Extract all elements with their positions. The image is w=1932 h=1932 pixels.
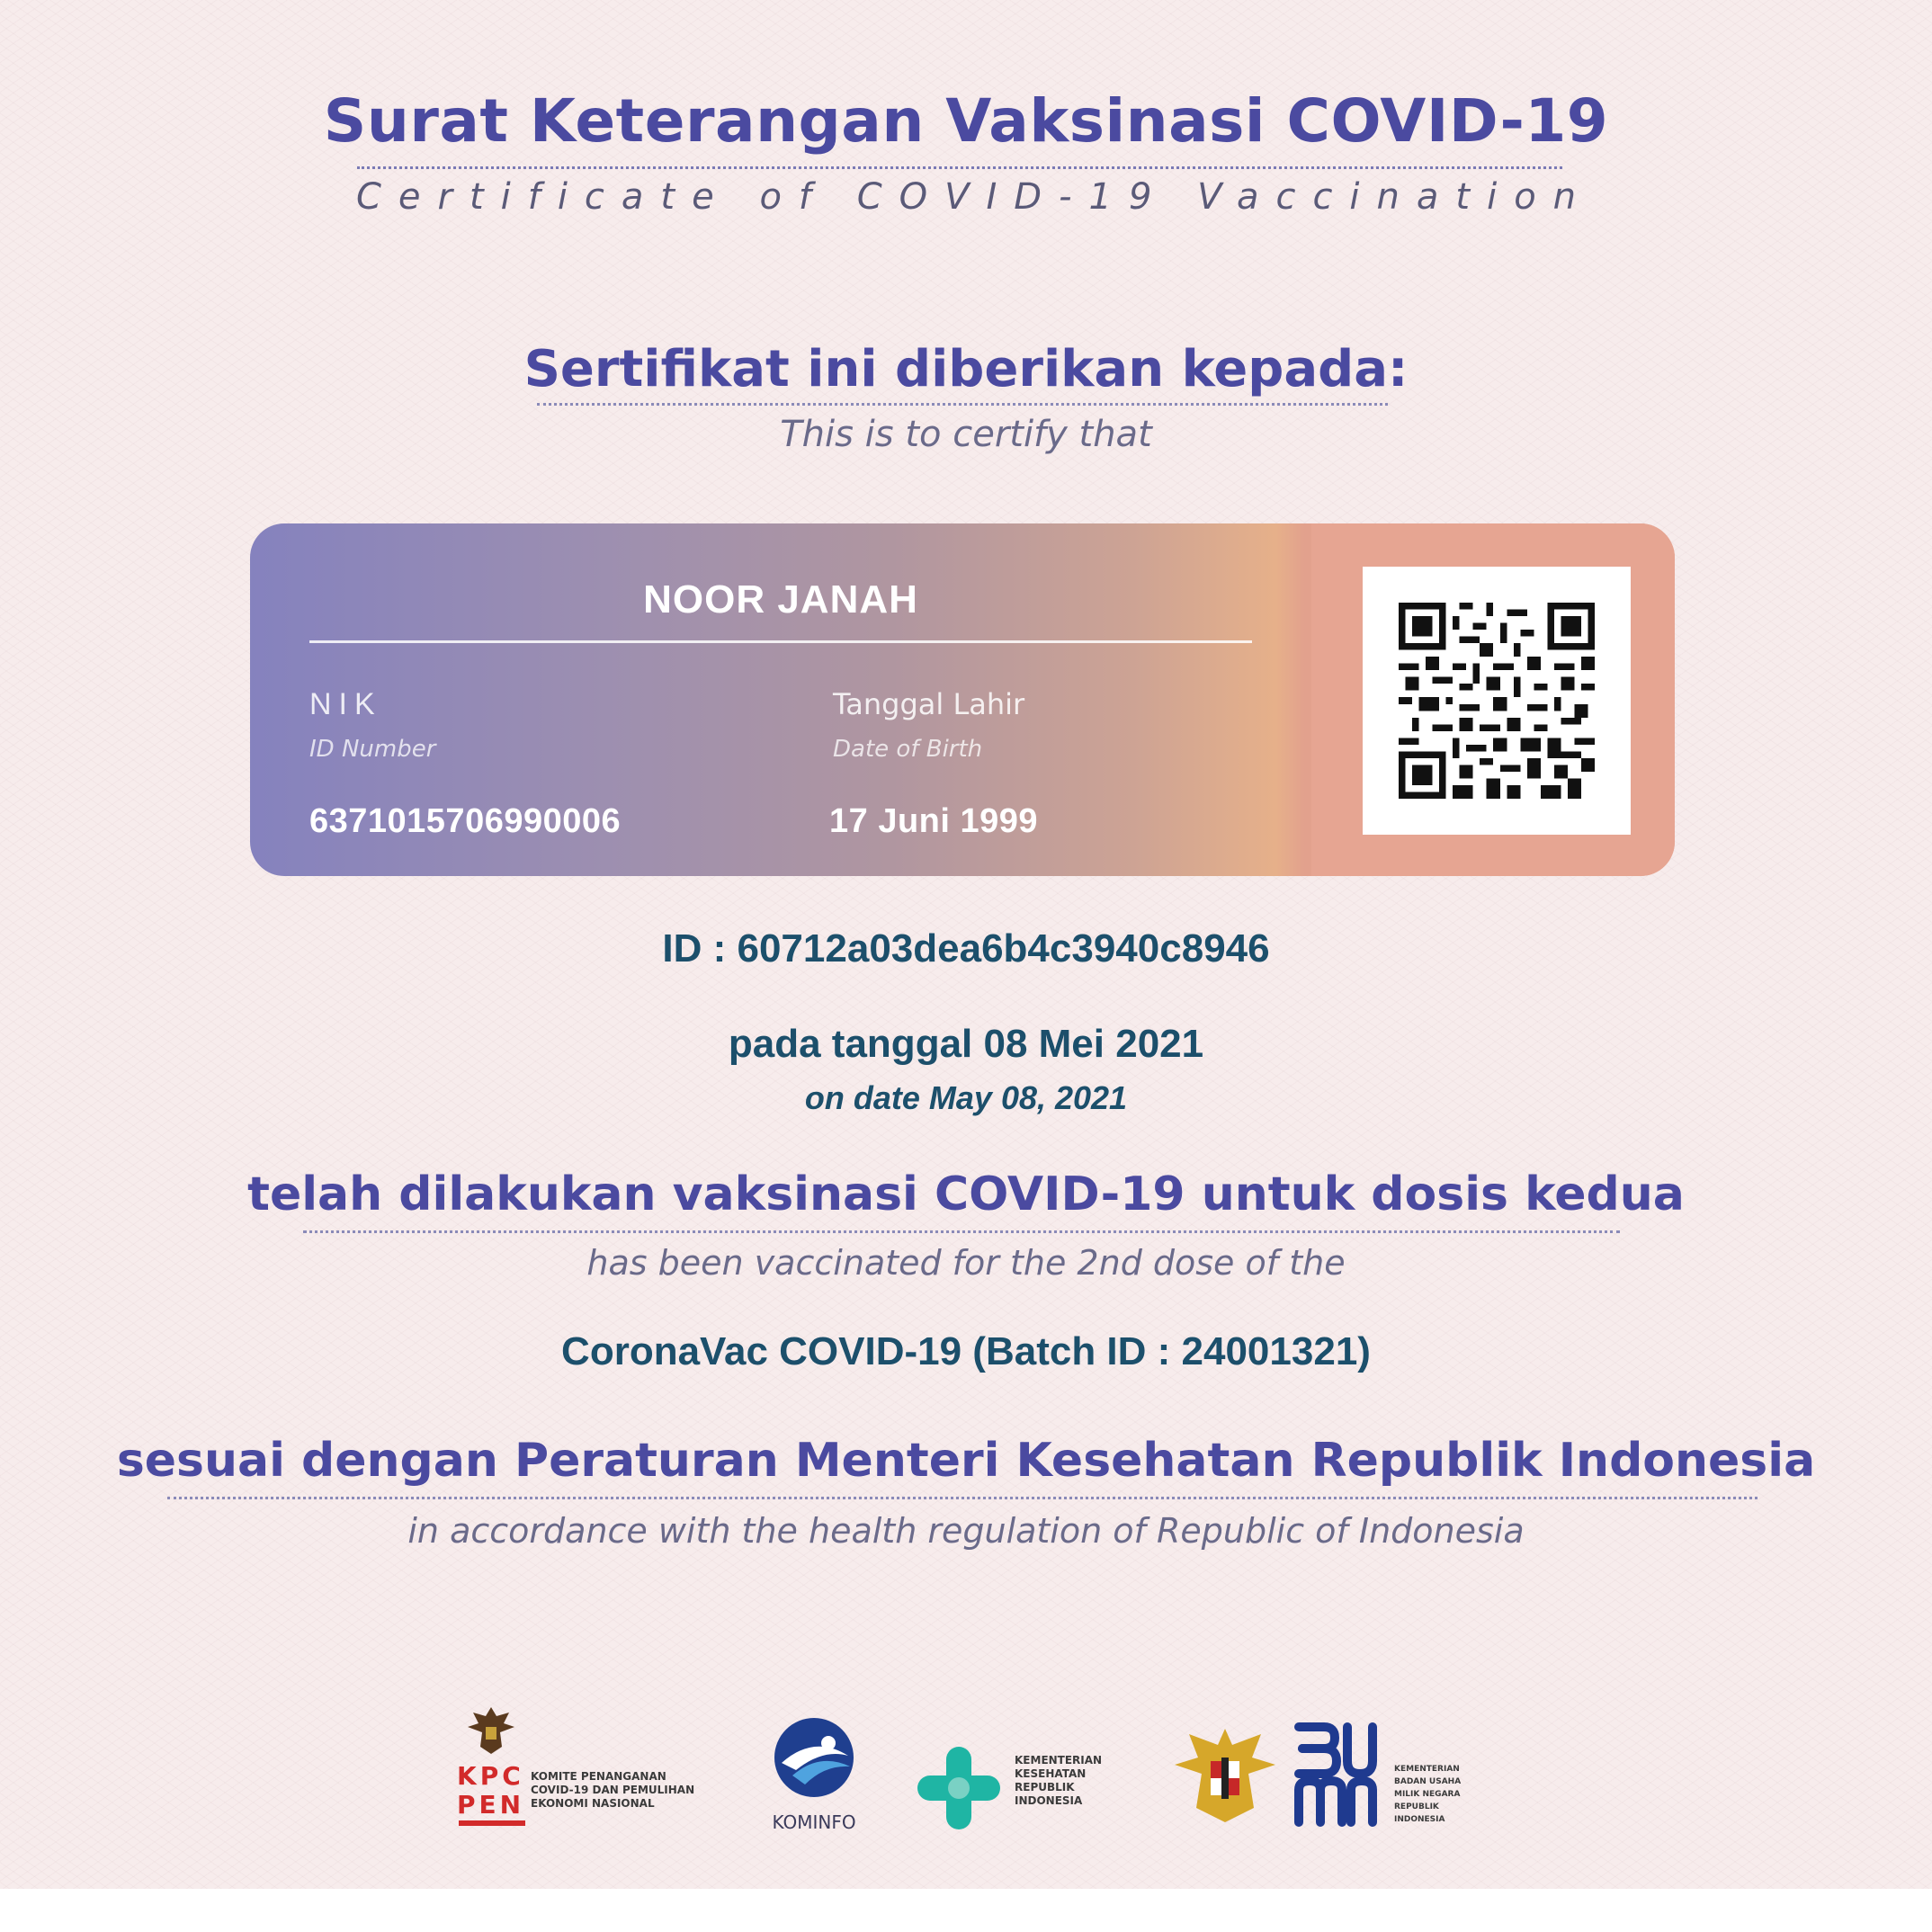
certificate-id: ID : 60712a03dea6b4c3940c8946 bbox=[662, 926, 1270, 970]
bumn-logo bbox=[1293, 1722, 1473, 1829]
vaccination-date-local: pada tanggal 08 Mei 2021 bbox=[728, 1022, 1204, 1066]
regulation-subheading: in accordance with the health regulation of Republic of Indonesia bbox=[407, 1511, 1525, 1551]
certify-divider bbox=[537, 403, 1388, 406]
kpcpen-ribbon bbox=[459, 1820, 525, 1826]
qr-code-icon bbox=[1363, 567, 1631, 835]
regulation-divider bbox=[167, 1497, 1758, 1499]
certify-heading: Sertifikat ini diberikan kepada: bbox=[523, 340, 1409, 398]
vaccination-subheading: has been vaccinated for the 2nd dose of the bbox=[586, 1243, 1346, 1283]
vaccination-heading: telah dilakukan vaksinasi COVID-19 untuk dosis kedua bbox=[247, 1167, 1685, 1221]
nik-value: 6371015706990006 bbox=[309, 802, 622, 840]
dob-value: 17 Juni 1999 bbox=[829, 802, 1039, 840]
garuda-logo bbox=[1171, 1722, 1279, 1829]
kominfo-text: KOMINFO bbox=[772, 1811, 856, 1833]
kominfo-icon bbox=[769, 1716, 859, 1799]
kpcpen-text: KOMITE PENANGANAN COVID-19 DAN PEMULIHAN EKONOMI NASIONAL bbox=[531, 1770, 695, 1810]
kemenkes-text: KEMENTERIAN KESEHATAN REPUBLIK INDONESIA bbox=[1015, 1754, 1103, 1807]
dob-label: Tanggal Lahir bbox=[833, 687, 1025, 721]
kominfo-logo bbox=[765, 1716, 863, 1838]
vaccination-divider bbox=[303, 1230, 1620, 1233]
holder-card bbox=[250, 523, 1675, 876]
garuda-pancasila-icon bbox=[1171, 1722, 1279, 1829]
holder-name: NOOR JANAH bbox=[643, 577, 918, 622]
vaccination-date-english: on date May 08, 2021 bbox=[804, 1079, 1128, 1116]
card-divider bbox=[309, 640, 1252, 643]
vaccine-info: CoronaVac COVID-19 (Batch ID : 24001321) bbox=[561, 1329, 1371, 1373]
nik-label: NIK bbox=[309, 687, 382, 721]
kpcpen-logo bbox=[455, 1704, 716, 1838]
title-divider bbox=[357, 166, 1562, 169]
kpcpen-abbr-2: PEN bbox=[457, 1790, 525, 1820]
kemenkes-logo bbox=[916, 1743, 1131, 1842]
page-bottom-strip bbox=[0, 1889, 1932, 1932]
bumn-text: KEMENTERIAN BADAN USAHA MILIK NEGARA REPUBLIK INDONESIA bbox=[1394, 1765, 1462, 1824]
dob-sublabel: Date of Birth bbox=[833, 736, 983, 763]
certificate-title: Surat Keterangan Vaksinasi COVID-19 bbox=[323, 86, 1609, 156]
kpcpen-abbr-1: KPC bbox=[457, 1761, 524, 1791]
certificate-subtitle: Certificate of COVID-19 Vaccination bbox=[355, 176, 1594, 218]
regulation-heading: sesuai dengan Peraturan Menteri Kesehatan Republik Indonesia bbox=[116, 1434, 1816, 1488]
garuda-small-icon bbox=[464, 1704, 518, 1759]
nik-sublabel: ID Number bbox=[309, 736, 436, 763]
bumn-icon bbox=[1293, 1722, 1380, 1829]
certify-subheading: This is to certify that bbox=[780, 414, 1152, 455]
kemenkes-icon bbox=[916, 1743, 1002, 1833]
